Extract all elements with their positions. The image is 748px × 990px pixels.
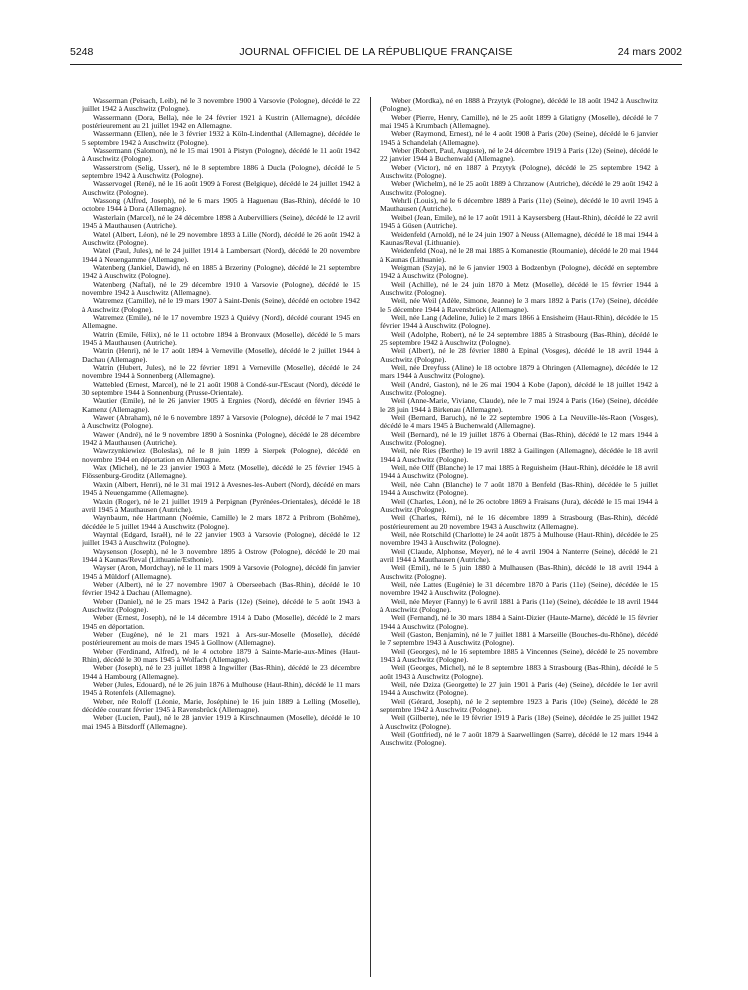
list-item: Weil (Adolphe, Robert), né le 24 septembre 1885 à Strasbourg (Bas-Rhin), décédé le 25 septembre 1942 à Auschwitz (Pologne). [380,329,658,347]
list-item: Wassermann (Ellen), née le 3 février 1932 à Köln-Lindenthal (Allemagne), décédée le 5 septembre 1942 à Auschwitz (Pologne). [82,129,360,147]
list-item: Weil (Bernard, Baruch), né le 22 septembre 1906 à La Neuville-lès-Raon (Vosges), décédé le 4 mars 1945 à Buchenwald (Allemagne). [380,413,658,431]
list-item: Weigman (Szyja), né le 6 janvier 1903 à Bodzenbyn (Pologne), décédé en septembre 1942 à Auschwitz (Pologne). [380,262,658,281]
list-item: Weil, née Meyer (Fanny) le 6 avril 1881 à Paris (11e) (Seine), décédée le 18 avril 1944 à Auschwitz (Pologne). [380,596,658,614]
list-item: Watrin (Henri), né le 17 août 1894 à Verneville (Moselle), décédé le 2 juillet 1944 à Dachau (Allemagne). [82,346,360,364]
list-item: Weber (Wichelm), né le 25 août 1889 à Chrzanow (Autriche), décédé le 29 août 1942 à Auschwitz (Pologne). [380,179,658,197]
list-item: Weber (Mordka), né en 1888 à Przytyk (Pologne), décédé le 18 août 1942 à Auschwitz (Pologne). [380,97,658,114]
list-item: Weil (Bernard), né le 19 juillet 1876 à Obernai (Bas-Rhin), décédé le 12 mars 1944 à Auschwitz (Pologne). [380,429,658,448]
list-item: Watrin (Emile, Félix), né le 11 octobre 1894 à Bronvaux (Moselle), décédé le 5 mars 1945 à Mauthausen (Autriche). [82,329,360,347]
publication-date: 24 mars 2002 [617,46,682,58]
column-divider [370,97,371,977]
page-header [70,46,682,62]
list-item: Weidenfeld (Arnold), né le 24 juin 1907 à Neuss (Allemagne), décédé le 18 mai 1944 à Kaunas/Reval (Lithuanie). [380,229,658,247]
list-item: Weil (Emil), né le 5 juin 1880 à Mulhausen (Bas-Rhin), décédé le 18 avril 1944 à Auschwitz (Pologne). [380,563,658,581]
list-item: Weil, née Rotschild (Charlotte) le 24 août 1875 à Mulhouse (Haut-Rhin), décédée le 25 novembre 1943 à Auschwitz (Pologne). [380,529,658,548]
list-item: Weber (Victor), né en 1887 à Przytyk (Pologne), décédé le 25 septembre 1942 à Auschwitz (Pologne). [380,162,658,181]
list-item: Weber (Robert, Paul, Auguste), né le 24 décembre 1919 à Paris (12e) (Seine), décédé le 22 janvier 1944 à Buchenwald (Allemagne). [380,146,658,164]
list-item: Weil (Gaston, Benjamin), né le 7 juillet 1881 à Marseille (Bouches-du-Rhône), décédé le 7 septembre 1943 à Auschwitz (Pologne). [380,630,658,648]
list-item: Weil (André, Gaston), né le 26 mai 1904 à Kobe (Japon), décédé le 18 juillet 1942 à Auschwitz (Pologne). [380,379,658,398]
list-item: Weil, née Lattes (Eugénie) le 31 décembre 1870 à Paris (11e) (Seine), décédée le 15 novembre 1942 à Auschwitz (Pologne). [380,579,658,598]
page-number: 5248 [70,46,94,58]
list-item: Weber (Ferdinand, Alfred), né le 4 octobre 1879 à Sainte-Marie-aux-Mines (Haut-Rhin), décédé le 30 mars 1945 à Wolfach (Allemagne). [82,646,360,665]
list-item: Weil (Gottfried), né le 7 août 1879 à Saarwellingen (Sarre), décédé le 12 mars 1944 à Auschwitz (Pologne). [380,730,658,748]
list-item: Weil (Georges), né le 16 septembre 1885 à Vincennes (Seine), décédé le 25 novembre 1943 à Auschwitz (Pologne). [380,646,658,665]
list-item: Wasservogel (René), né le 16 août 1909 à Forest (Belgique), décédé le 24 juillet 1942 à Auschwitz (Pologne). [82,179,360,197]
list-item: Weil (Albert), né le 28 février 1880 à Epinal (Vosges), décédé le 18 avril 1944 à Auschwitz (Pologne). [380,346,658,364]
header-rule [70,64,682,65]
list-item: Weil (Gérard, Joseph), né le 2 septembre 1923 à Paris (10e) (Seine), décédé le 28 septembre 1942 à Auschwitz (Pologne). [380,696,658,715]
list-item: Watel (Albert, Léon), né le 29 novembre 1893 à Lille (Nord), décédé le 26 août 1942 à Auschwitz (Pologne). [82,229,360,247]
list-item: Waynbaum, née Hartmann (Noémie, Camille) le 2 mars 1872 à Pribrom (Bohême), décédée le 5 juillet 1944 à Auschwitz (Pologne). [82,513,360,531]
list-item: Weil (Anne-Marie, Viviane, Claude), née le 7 mai 1924 à Paris (16e) (Seine), décédée le 28 juin 1944 à Birkenau (Allemagne). [380,396,658,414]
list-item: Weber (Eugène), né le 21 mars 1921 à Ars-sur-Moselle (Moselle), décédé postérieurement au mois de mars 1945 à Gollnow (Allemagne). [82,630,360,648]
list-item: Weber (Daniel), né le 25 mars 1942 à Paris (12e) (Seine), décédé le 5 août 1943 à Auschwitz (Pologne). [82,596,360,614]
list-item: Watremez (Emile), né le 17 novembre 1923 à Quiévy (Nord), décédé courant 1945 en Allemagne. [82,312,360,331]
list-item: Watremez (Camille), né le 19 mars 1907 à Saint-Denis (Seine), décédé en octobre 1942 à Auschwitz (Pologne). [82,296,360,314]
list-item: Waysenson (Joseph), né le 3 novembre 1895 à Ostrow (Pologne), décédé le 20 mai 1944 à Kaunas/Reval (Lithuanie/Esthonie). [82,546,360,564]
list-item: Weber (Joseph), né le 23 juillet 1898 à Ingwiller (Bas-Rhin), décédé le 23 décembre 1944 à Hambourg (Allemagne). [82,663,360,681]
list-item: Wax (Michel), né le 23 janvier 1903 à Metz (Moselle), décédé le 25 février 1945 à Flössenburg-Groditz (Allemagne). [82,463,360,481]
list-item: Waxin (Albert, Henri), né le 31 mai 1912 à Avesnes-les-Aubert (Nord), décédé en mars 1945 à Neuengamme (Allemagne). [82,479,360,498]
list-item: Weil (Charles, Léon), né le 26 octobre 1869 à Fraisans (Jura), décédé le 15 mai 1944 à Auschwitz (Pologne). [380,496,658,514]
list-item: Watenberg (Naftal), né le 29 décembre 1910 à Varsovie (Pologne), décédé le 15 novembre 1942 à Auschwitz (Allemagne). [82,279,360,297]
journal-title: JOURNAL OFFICIEL DE LA RÉPUBLIQUE FRANÇAISE [239,46,513,58]
list-item: Wayser (Aron, Mordchay), né le 11 mars 1909 à Varsovie (Pologne), décédé fin janvier 1945 à Müldorf (Allemagne). [82,563,360,581]
list-item: Wasserman (Peisach, Leib), né le 3 novembre 1900 à Varsovie (Pologne), décédé le 22 juillet 1942 à Auschwitz (Pologne). [82,97,360,114]
list-item: Weil, née Dziza (Georgette) le 27 juin 1901 à Paris (4e) (Seine), décédée le 1er avril 1944 à Auschwitz (Pologne). [380,680,658,698]
right-column [380,97,658,979]
list-item: Weil (Fernand), né le 30 mars 1884 à Saint-Dizier (Haute-Marne), décédé le 15 février 1944 à Auschwitz (Pologne). [380,613,658,631]
list-item: Watel (Paul, Jules), né le 24 juillet 1914 à Lambersart (Nord), décédé le 20 novembre 1944 à Neuengamme (Allemagne). [82,246,360,264]
list-item: Weil (Georges, Michel), né le 8 septembre 1883 à Strasbourg (Bas-Rhin), décédé le 5 août 1943 à Auschwitz (Pologne). [380,663,658,681]
list-item: Wassermann (Salomon), né le 15 mai 1901 à Pistyn (Pologne), décédé le 11 août 1942 à Auschwitz (Pologne). [82,146,360,164]
list-item: Watrin (Hubert, Jules), né le 22 février 1891 à Verneville (Moselle), décédé le 24 novembre 1944 à Sonnenberg (Allemagne). [82,363,360,381]
list-item: Weil, née Ries (Berthe) le 19 avril 1882 à Gailingen (Allemagne), décédée le 18 avril 1944 à Auschwitz (Pologne). [380,446,658,464]
list-item: Weber (Ernest, Joseph), né le 14 décembre 1914 à Dabo (Moselle), décédé le 2 mars 1945 en déportation. [82,613,360,631]
list-item: Wehrli (Louis), né le 6 décembre 1889 à Paris (11e) (Seine), décédé le 10 avril 1945 à Mauthausen (Autriche). [380,196,658,214]
left-column [82,97,360,979]
list-item: Waxin (Roger), né le 21 juillet 1919 à Perpignan (Pyrénées-Orientales), décédé le 18 avril 1945 à Mauthausen (Autriche). [82,496,360,514]
list-item: Weil (Achille), né le 24 juin 1870 à Metz (Moselle), décédé le 15 février 1944 à Auschwitz (Pologne). [380,279,658,297]
list-item: Weil, née Weil (Adèle, Simone, Jeanne) le 3 mars 1892 à Paris (17e) (Seine), décédée le 5 décembre 1944 à Ravensbrück (Allemagne). [380,296,658,314]
list-item: Weil (Charles, Rémi), né le 16 décembre 1899 à Strasbourg (Bas-Rhin), décédé postérieurement au 20 novembre 1943 à Auschwitz (Allemagne). [380,513,658,531]
list-item: Weil, née Lang (Adeline, Julie) le 2 mars 1866 à Ensisheim (Haut-Rhin), décédée le 15 février 1944 à Auschwitz (Pologne). [380,312,658,331]
list-item: Weber (Lucien, Paul), né le 28 janvier 1919 à Kirschnaumen (Moselle), décédé le 10 mai 1945 à Bitsdorff (Allemagne). [82,713,360,731]
list-item: Weber (Pierre, Henry, Camille), né le 25 août 1899 à Glatigny (Moselle), décédé le 7 mai 1945 à Krumbach (Allemagne). [380,112,658,131]
list-item: Wasserstrom (Selig, Usser), né le 8 septembre 1886 à Ducla (Pologne), décédé le 5 septembre 1942 à Auschwitz (Pologne). [82,162,360,181]
list-item: Weil, née Olff (Blanche) le 17 mai 1885 à Reguisheim (Haut-Rhin), décédée le 18 avril 1944 à Auschwitz (Pologne). [380,463,658,481]
list-item: Wassermann (Dora, Bella), née le 24 février 1921 à Kustrin (Allemagne), décédée postérieurement au 21 juillet 1942 en Allemagne. [82,112,360,131]
list-item: Wawrzynkiewiez (Boleslas), né le 8 juin 1899 à Sierpek (Pologne), décédé en novembre 1944 en déportation en Allemagne. [82,446,360,464]
list-item: Watenberg (Jankiel, Dawid), né en 1885 à Brzeriny (Pologne), décédé le 21 septembre 1942 à Auschwitz (Pologne). [82,262,360,281]
list-item: Wautier (Emile), né le 26 janvier 1905 à Ergnies (Nord), décédé en février 1945 à Kamenz (Allemagne). [82,396,360,414]
list-item: Weber (Albert), né le 27 novembre 1907 à Oberseebach (Bas-Rhin), décédé le 10 février 1942 à Dachau (Allemagne). [82,579,360,598]
list-item: Wasterlain (Marcel), né le 24 décembre 1898 à Aubervilliers (Seine), décédé le 12 avril 1945 à Mauthausen (Autriche). [82,212,360,231]
list-item: Weber, née Roloff (Léonie, Marie, Joséphine) le 16 juin 1889 à Lelling (Moselle), décédée courant février 1945 à Ravensbrück (Allemagne). [82,696,360,715]
list-item: Weibel (Jean, Emile), né le 17 août 1911 à Kaysersberg (Haut-Rhin), décédé le 22 avril 1945 à Güsen (Autriche). [380,212,658,231]
list-item: Weil, née Cahn (Blanche) le 7 août 1870 à Benfeld (Bas-Rhin), décédée le 5 juillet 1944 à Auschwitz (Pologne). [380,479,658,498]
list-item: Weil (Gilberte), née le 19 février 1919 à Paris (18e) (Seine), décédée le 25 juillet 1942 à Auschwitz (Pologne). [380,713,658,731]
list-item: Weber (Jules, Edouard), né le 26 juin 1876 à Mulhouse (Haut-Rhin), décédé le 11 mars 1945 à Rotenfels (Allemagne). [82,680,360,698]
list-item: Wayntal (Edgard, Israël), né le 22 janvier 1903 à Varsovie (Pologne), décédé le 12 juillet 1943 à Auschwitz (Pologne). [82,529,360,548]
list-item: Wawer (André), né le 9 novembre 1890 à Sosninka (Pologne), décédé le 28 décembre 1942 à Mauthausen (Autriche). [82,429,360,448]
list-item: Weil, née Dreyfuss (Aline) le 18 octobre 1879 à Ohringen (Allemagne), décédée le 12 mars 1944 à Auschwitz (Pologne). [380,363,658,381]
list-item: Wawer (Abraham), né le 6 novembre 1897 à Varsovie (Pologne), décédé le 7 mai 1942 à Auschwitz (Pologne). [82,413,360,431]
list-item: Wattebled (Ernest, Marcel), né le 21 août 1908 à Condé-sur-l'Escaut (Nord), décédé le 30 septembre 1944 à Sonnenburg (Prusse-Orientale). [82,379,360,398]
list-item: Weil (Claude, Alphonse, Meyer), né le 4 avril 1904 à Nanterre (Seine), décédé le 21 avril 1944 à Mauthausen (Autriche). [380,546,658,564]
list-item: Weidenfeld (Noa), né le 28 mai 1885 à Komanestie (Roumanie), décédé le 20 mai 1944 à Kaunas (Lithuanie). [380,246,658,264]
list-item: Wassong (Alfred, Joseph), né le 6 mars 1905 à Haguenau (Bas-Rhin), décédé le 10 octobre 1944 à Dora (Allemagne). [82,196,360,214]
list-item: Weber (Raymond, Ernest), né le 4 août 1908 à Paris (20e) (Seine), décédé le 6 janvier 1945 à Schandelah (Allemagne). [380,129,658,147]
